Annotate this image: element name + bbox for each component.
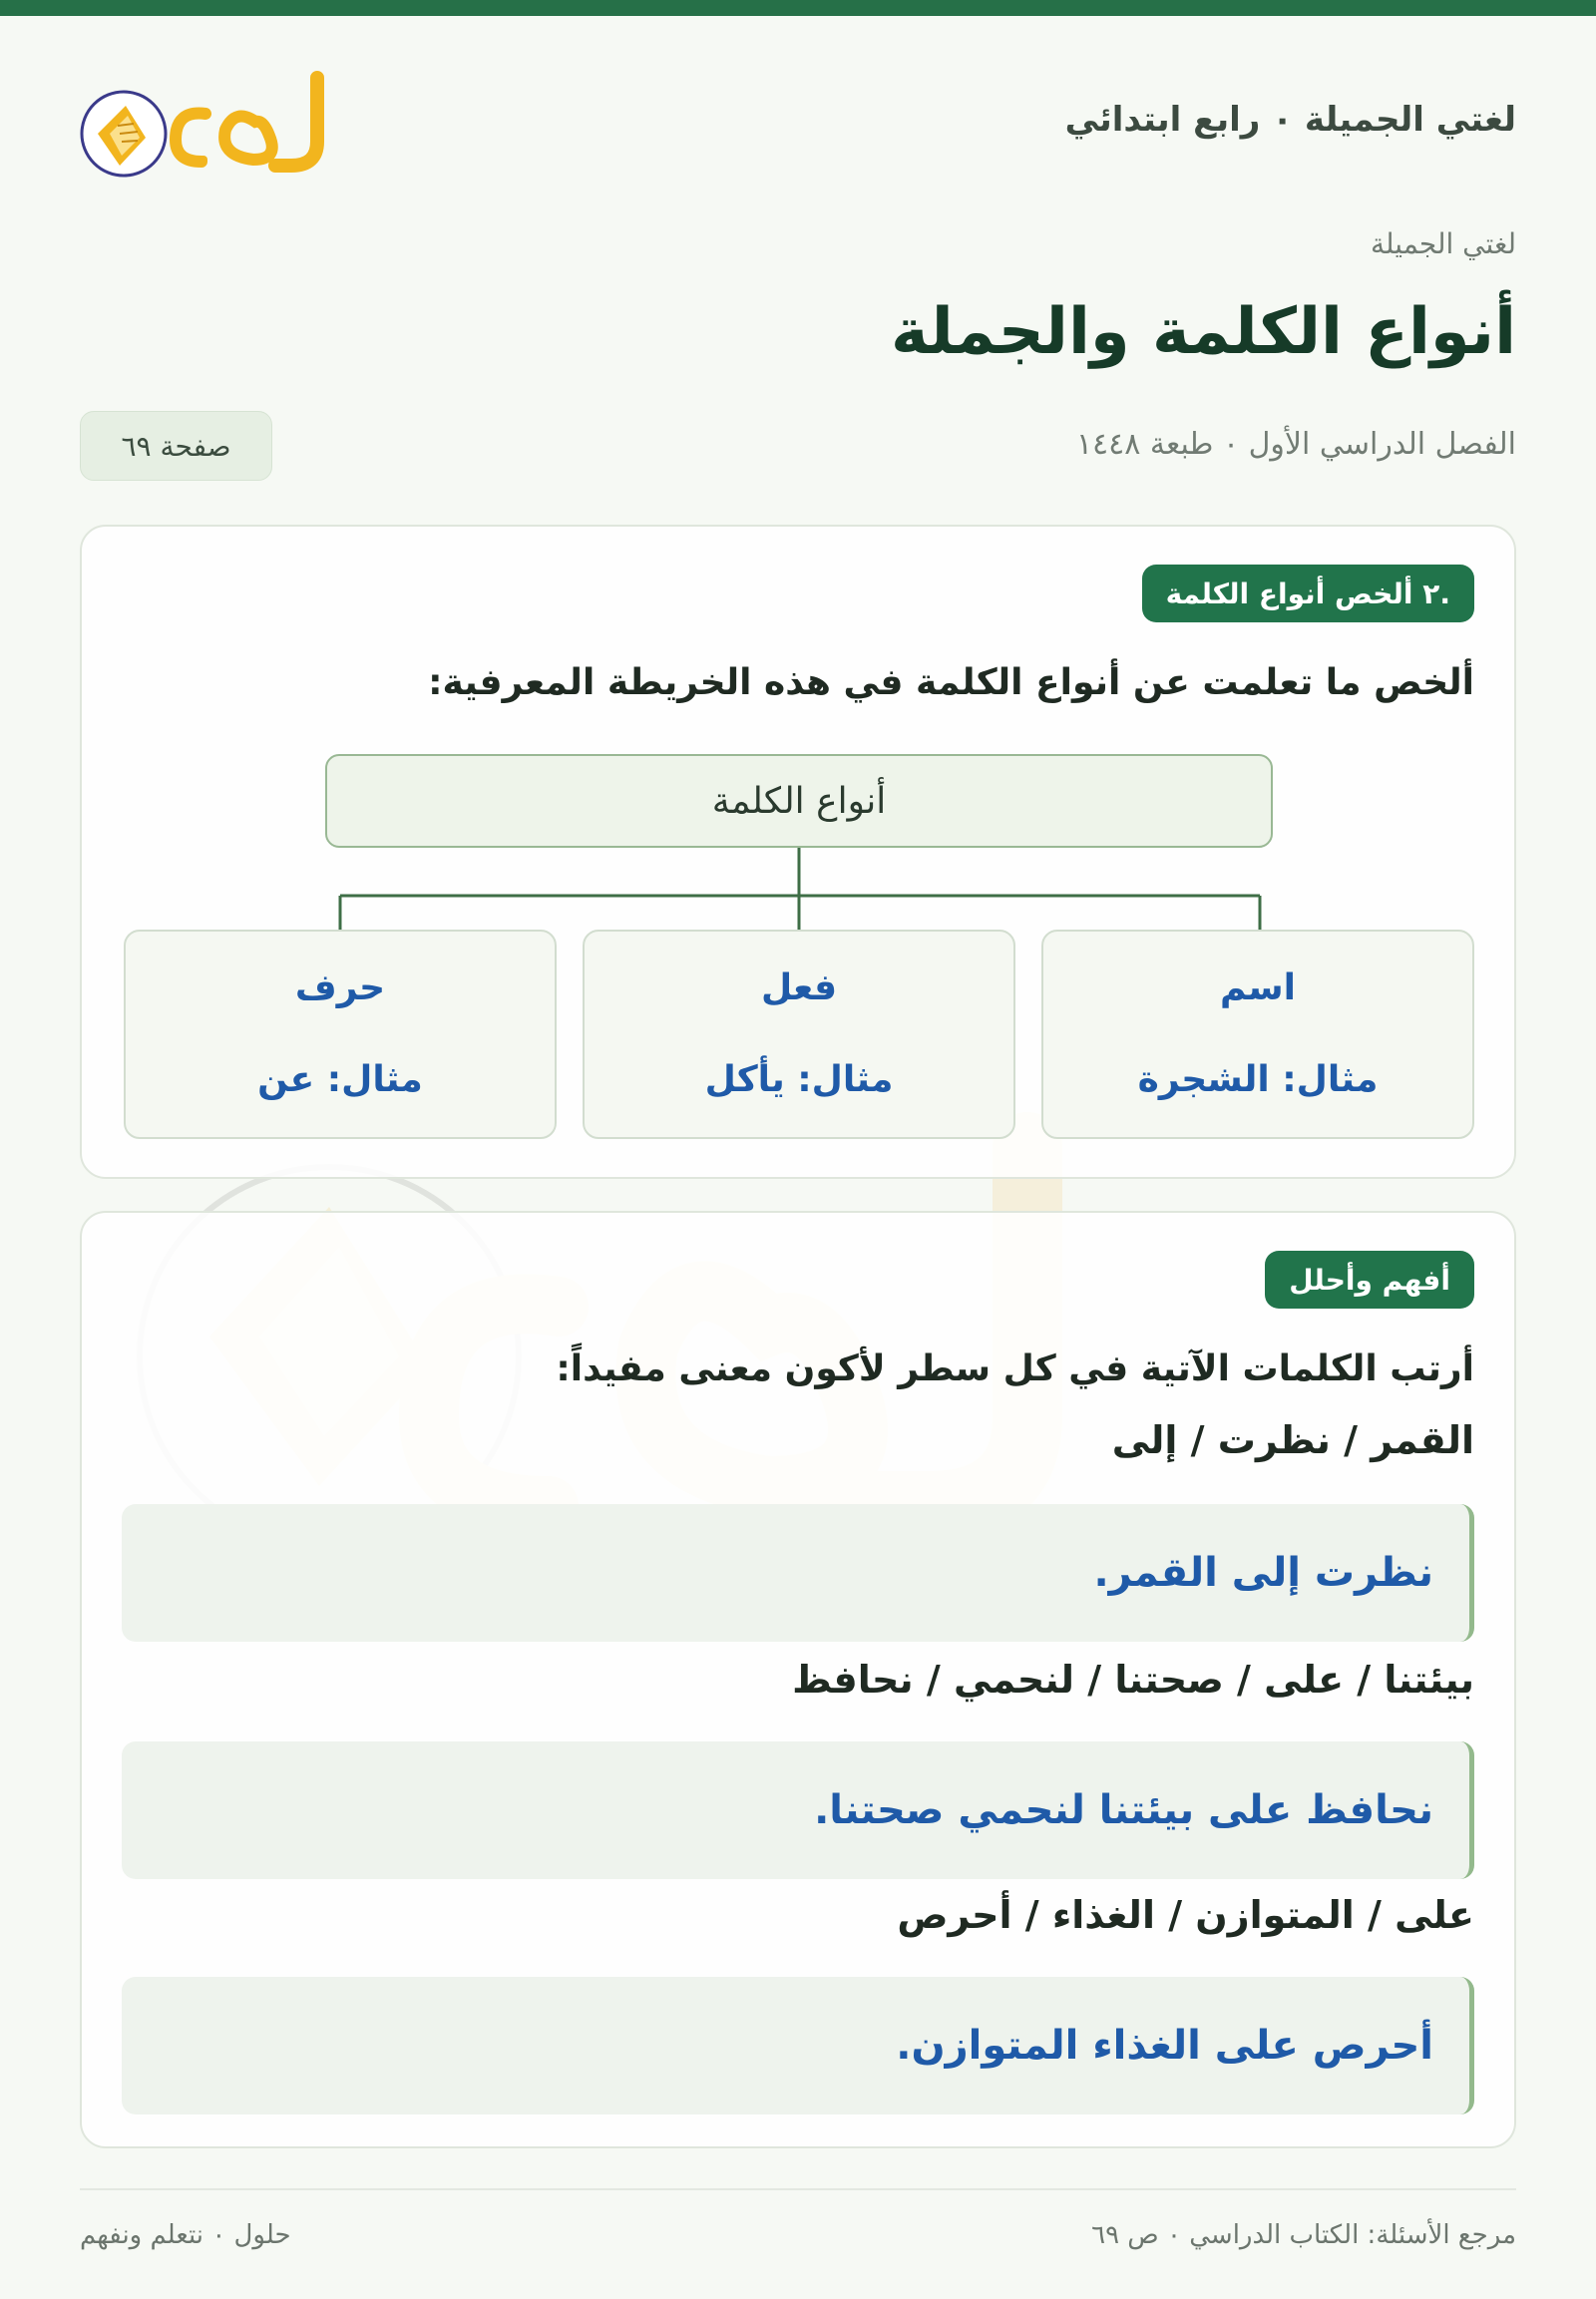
scrambled-words: على / المتوازن / الغذاء / أحرص [897,1893,1474,1937]
tree-root-node: أنواع الكلمة [325,754,1273,848]
answer-box: نحافظ على بيئتنا لنحمي صحتنا. [122,1741,1474,1879]
top-accent-bar [0,0,1596,16]
page-title: أنواع الكلمة والجملة [890,295,1516,369]
hulul-logo-icon[interactable] [80,64,359,184]
section-label-pill: .٢ ألخص أنواع الكلمة [1142,565,1474,622]
tree-node-noun [1041,930,1474,1139]
answer-box: أحرص على الغذاء المتوازن. [122,1977,1474,2114]
page-number-badge: صفحة ٦٩ [80,411,272,481]
header [80,60,1516,190]
question-text: أرتب الكلمات الآتية في كل سطر لأكون معنى مفيداً: [556,1348,1474,1389]
footer-brand: حلول ٠ نتعلم ونفهم [80,2220,291,2250]
scrambled-words: بيئتنا / على / صحتنا / لنحمي / نحافظ [792,1658,1474,1702]
scrambled-words: القمر / نظرت / إلى [1111,1418,1474,1462]
tree-node-verb [583,930,1015,1139]
summary-card [80,525,1516,1179]
footer-reference: مرجع الأسئلة: الكتاب الدراسي ٠ ص ٦٩ [1091,2220,1516,2250]
semester-label: الفصل الدراسي الأول ٠ طبعة ١٤٤٨ [1075,427,1516,462]
subject-label: لغتي الجميلة [1370,227,1516,260]
node-name: اسم [1220,967,1296,1008]
node-name: فعل [760,967,838,1008]
node-example: مثال: يأكل [704,1059,894,1100]
arrange-card [80,1211,1516,2148]
section-label-pill: أفهم وأحلل [1265,1251,1474,1309]
answer-box: نظرت إلى القمر. [122,1504,1474,1642]
node-name: حرف [294,967,386,1008]
node-example: مثال: عن [257,1059,423,1100]
node-example: مثال: الشجرة [1137,1059,1379,1100]
footer-divider [80,2188,1516,2190]
header-title: لغتي الجميلة ٠ رابع ابتدائي [1064,100,1516,140]
question-text: ألخص ما تعلمت عن أنواع الكلمة في هذه الخريطة المعرفية: [428,662,1474,703]
tree-node-particle [124,930,557,1139]
